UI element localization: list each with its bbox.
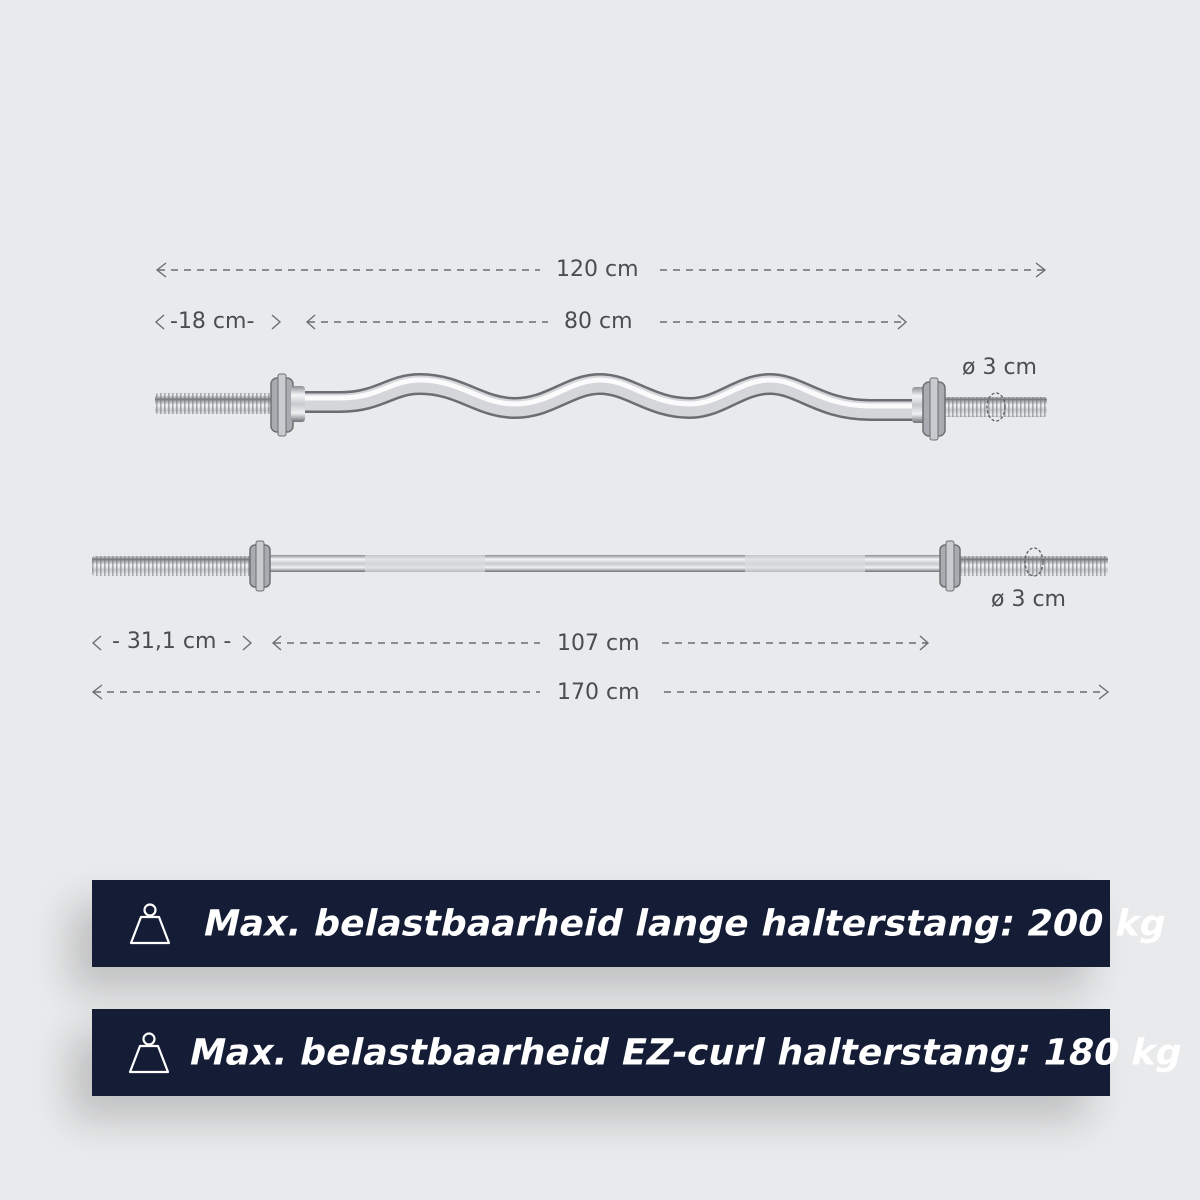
spring-collar-right <box>912 378 945 440</box>
straight-sleeve-length-label: - 31,1 cm - <box>112 629 232 654</box>
max-load-ez-text: Max. belastbaarheid EZ-curl halterstang: 180 kg <box>185 1032 1187 1073</box>
straight-barbell <box>92 541 1108 591</box>
max-load-ez-banner <box>92 1009 1187 1096</box>
ez-sleeve-length-label: -18 cm- <box>170 309 255 334</box>
spring-collar-left <box>271 374 305 436</box>
max-load-straight-text: Max. belastbaarheid lange halterstang: 200 kg <box>199 903 1171 944</box>
weight-icon <box>127 1030 171 1076</box>
max-load-straight-banner <box>92 880 1171 967</box>
ez-grip-length-label: 80 cm <box>564 309 633 334</box>
weight-icon <box>128 901 172 947</box>
ez-curl-bar <box>155 374 1047 440</box>
ez-diameter-label: ø 3 cm <box>962 355 1037 380</box>
straight-grip-length-label: 107 cm <box>557 631 640 656</box>
spring-collar-left <box>250 541 270 591</box>
straight-total-length-label: 170 cm <box>557 680 640 705</box>
ez-total-length-label: 120 cm <box>556 257 639 282</box>
straight-diameter-label: ø 3 cm <box>991 587 1066 612</box>
spring-collar-right <box>940 541 960 591</box>
